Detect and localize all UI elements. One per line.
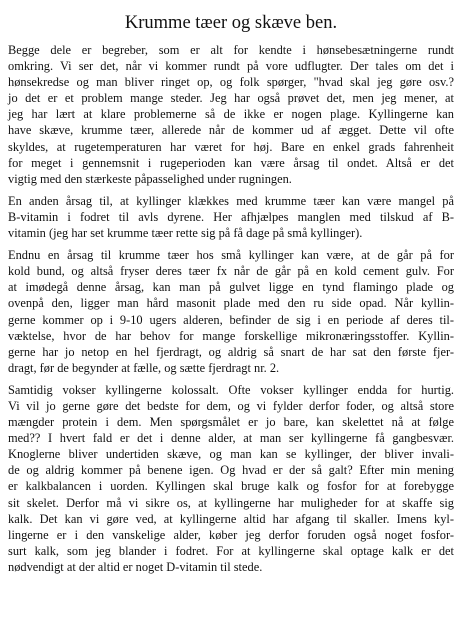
page-title: Krumme tæer og skæve ben. [124,13,338,33]
text-line: jo det er et problem mange steder. Jeg har også prøvet det, men jeg mener, at [8,91,454,106]
text-line: kold bund, og altså fryser deres tæer fx når de går på en kold cement gulv. For [8,264,454,279]
text-line: vigtig med den stærkeste påpasselighed under rugningen. [8,171,292,186]
text-line: væktelse, hvor de har behov for mange forskellige mikronæringsstoffer. Kyllin- [8,328,454,343]
text-line: lingerne er i den vanskelige alder, køber jeg derfor foruden også noget fosfor- [8,527,454,542]
text-line: jeg har lært at klare problemerne så de ikke er nogen plage. Kyllingerne kan [8,107,454,122]
text-line: at imødegå denne årsag, kan man på gulvet ligge en tynd flamingo plade og [8,280,454,295]
text-line: mængder protein i dem. Men spørgsmålet er jo bare, kan skelettet nå at følge [8,415,454,430]
text-line: gerne kommer op i 9-10 ugers alderen, befinder de sig i en periode af deres til- [8,312,454,327]
body-text [8,42,454,575]
paragraph-1 [8,42,454,187]
text-line: kalk. Det kan vi gøre ved, at kyllingerne altid har afgang til skaller. Imens kyl- [8,511,454,526]
paragraph-2 [8,193,454,241]
text-line: de og aldrig kommer på benene igen. Og hvad er der så galt? Efter min mening [8,463,454,478]
paragraph-4 [8,382,454,575]
text-line: surt kalk, som jeg blander i fodret. For at kyllingerne skal optage kalk er det [8,543,454,558]
text-line: Endnu en årsag til krumme tæer hos små kyllinger kan være, at de går på for [8,248,454,263]
text-line: er kalkbalancen i uorden. Kyllingen skal bruge kalk og fosfor for at forebygge [8,479,454,494]
text-line: En anden årsag til, at kyllinger klækkes med krumme tæer kan være mangel på [8,193,454,208]
text-line: nødvendigt at der altid er noget D-vitamin til stede. [8,559,263,574]
text-line: med?? I hvert fald er det i denne alder, at man ser kyllingerne få gangbesvær. [8,431,454,446]
text-line: for meget i gennemsnit i rugeperioden kan være årsag til ondet. Altså er det [8,155,454,170]
text-line: ovenpå den, ligger man hård masonit plade med den ru side opad. Når kyllin- [8,296,454,311]
text-line: Begge dele er begreber, som er alt for kendte i hønsebesætningerne rundt [8,43,454,57]
text-line: B-vitamin i fodret til avls dyrene. Her afhjælpes manglen med tilskud af B- [8,209,454,224]
text-line: omkring. Vi ser det, når vi kommer rundt på vore udflugter. Der tales om det i [8,59,454,74]
text-line: Knoglerne bliver undertiden skæve, og man kan se kyllinger, der bliver invali- [8,447,454,462]
text-line: dragt, før de begynder at fælle, og sætte fjerdragt nr. 2. [8,360,280,375]
paragraph-3 [8,247,454,376]
text-line: gerne har jo netop en hel fjerdragt, og aldrig så snart de har sat den første fjer- [8,344,454,359]
text-line: sit skelet. Derfor må vi sikre os, at kyllingerne har muligheder for at skaffe sig [8,495,454,510]
text-line: Samtidig vokser kyllingerne kolossalt. Ofte vokser kyllinger endda for hurtig. [8,382,454,397]
text-line: skyldes, at rugetemperaturen har været for høj. Bare en enkel grads fahrenheit [8,139,454,154]
text-line: Vi vil jo gerne gøre det bedste for dem, og vi fylder derfor foder, og altså store [8,398,454,413]
text-line: hønsekredse og man bliver ringet op, og folk spørger, "hvad skal jeg gøre osv.? [8,75,454,90]
text-line: have skæve, krumme tæer, allerede når de kommer ud af ægget. Dette vil ofte [8,123,454,138]
text-line: vitamin (jeg har set krumme tæer rette sig på få dage på små kyllinger). [8,226,363,241]
